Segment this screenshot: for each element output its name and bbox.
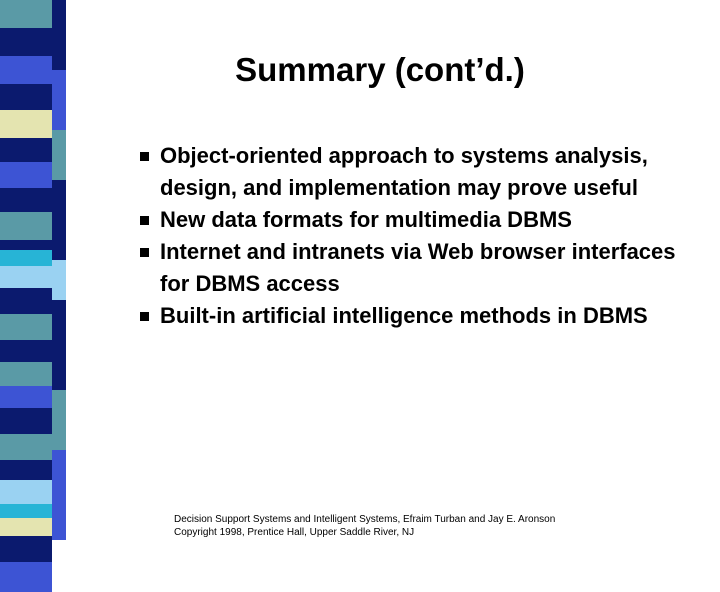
stripe-block [52, 180, 66, 260]
stripe-block [0, 188, 52, 212]
bullet-text: Object-oriented approach to systems analysis, design, and implementation may prove useful [160, 143, 648, 200]
stripe-block [0, 408, 52, 434]
stripe-block [0, 266, 52, 288]
square-bullet-icon [140, 152, 149, 161]
stripe-block [52, 260, 66, 300]
stripe-block [0, 518, 52, 536]
stripe-block [0, 0, 52, 28]
stripe-block [0, 84, 52, 110]
decorative-stripe [0, 0, 66, 540]
stripe-block [0, 362, 52, 386]
bullet-item [140, 140, 680, 204]
stripe-block [52, 0, 66, 70]
stripe-block [52, 390, 66, 450]
bullet-text: New data formats for multimedia DBMS [160, 207, 572, 232]
stripe-block [0, 110, 52, 138]
stripe-block [0, 340, 52, 362]
footer-copyright: Copyright 1998, Prentice Hall, Upper Saddle River, NJ [174, 527, 415, 538]
square-bullet-icon [140, 248, 149, 257]
bullet-text: Built-in artificial intelligence methods in DBMS [160, 303, 648, 328]
stripe-block [0, 138, 52, 162]
stripe-block [0, 250, 52, 266]
bullet-item [140, 300, 680, 332]
stripe-block [0, 288, 52, 314]
bullet-item [140, 204, 680, 236]
stripe-block [52, 130, 66, 180]
bullet-list [140, 140, 680, 332]
stripe-block [0, 386, 52, 408]
stripe-block [52, 300, 66, 390]
bullet-item [140, 236, 680, 300]
stripe-block [0, 56, 52, 84]
footer-citation: Decision Support Systems and Intelligent Systems, Efraim Turban and Jay E. Aronson [174, 514, 556, 525]
stripe-block [0, 314, 52, 340]
stripe-block [0, 28, 52, 56]
slide-footer [174, 513, 634, 539]
bullet-text: Internet and intranets via Web browser interfaces for DBMS access [160, 239, 676, 296]
stripe-block [52, 450, 66, 540]
stripe-block [0, 460, 52, 480]
stripe-block [0, 434, 52, 460]
stripe-block [0, 162, 52, 188]
stripe-block [0, 212, 52, 240]
stripe-block [0, 240, 52, 250]
stripe-block [52, 70, 66, 130]
square-bullet-icon [140, 216, 149, 225]
stripe-block [0, 504, 52, 518]
square-bullet-icon [140, 312, 149, 321]
stripe-block [0, 480, 52, 504]
stripe-block [0, 562, 52, 592]
slide-title: Summary (cont’d.) [235, 51, 525, 88]
